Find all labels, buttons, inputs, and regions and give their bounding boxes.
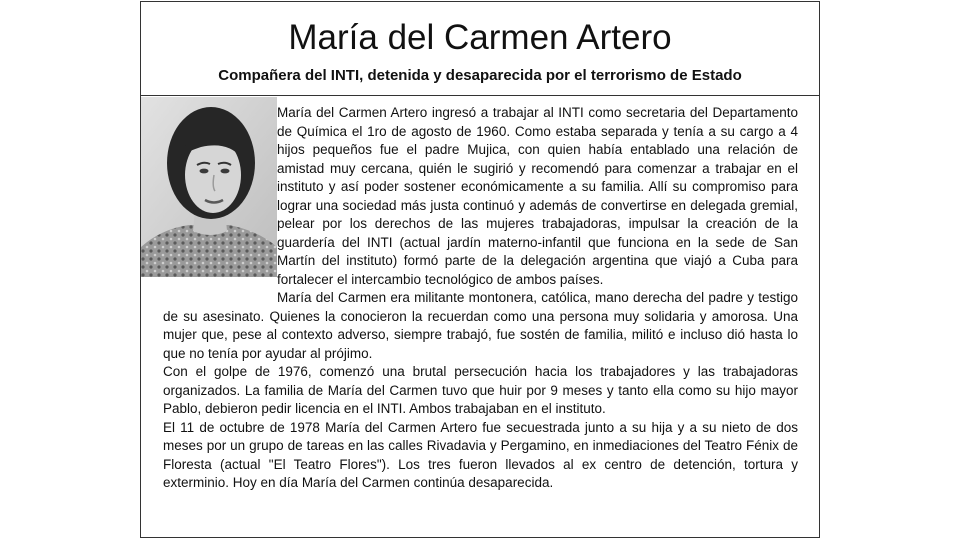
page-title: María del Carmen Artero — [288, 18, 672, 57]
memorial-card — [140, 1, 820, 538]
page-subtitle: Compañera del INTI, detenida y desaparecida por el terrorismo de Estado — [218, 67, 742, 84]
paragraph-2: María del Carmen era militante montonera, católica, mano derecha del padre y testigo de su asesinato. Quienes la conocieron la recuerdan como una persona muy solidaria y amorosa. Una mujer que, pese al contexto adverso, siempre trabajó, fue sostén de familia, militó e incluso dió hasta lo que no tenía por ayudar al prójimo. — [163, 290, 798, 361]
paragraph-3: Con el golpe de 1976, comenzó una brutal persecución hacia los trabajadores y las trabajadoras organizados. La familia de María del Carmen tuvo que huir por 9 meses y tanto ella como su hijo mayor Pablo, debieron pedir licencia en el INTI. Ambos trabajaban en el instituto. — [163, 364, 798, 416]
paragraph-4: El 11 de octubre de 1978 María del Carmen Artero fue secuestrada junto a su hija y a su nieto de dos meses por un grupo de tareas en las calles Rivadavia y Pergamino, en inmediaciones del Teatro Fénix de Floresta (actual "El Teatro Flores"). Los tres fueron llevados al ex centro de detención, tortura y exterminio. Hoy en día María del Carmen continúa desaparecida. — [163, 419, 798, 490]
article-body — [163, 104, 798, 493]
header — [141, 2, 819, 96]
paragraph-1: María del Carmen Artero ingresó a trabajar al INTI como secretaria del Departamento de Química el 1ro de agosto de 1960. Como estaba separada y tenía a su cargo a 4 hijos pequeños fue el padre Mujica, con quien había entablado una relación de amistad muy cercana, quién le sugirió y recomendó para comenzar a trabajar en el instituto y así poder sostener económicamente a su familia. Allí su compromiso para lograr una sociedad más justa continuó y además de convertirse en delegada gremial, pelear por los derechos de las mujeres trabajadoras, impulsar la creación de la guardería del INTI (actual jardín materno-infantil que funciona en la sede de San Martín del instituto) formó parte de la delegación argentina que viajó a Cuba para fortalecer el intercambio tecnológico de ambos países. — [277, 105, 798, 287]
photo-spacer — [141, 104, 277, 298]
